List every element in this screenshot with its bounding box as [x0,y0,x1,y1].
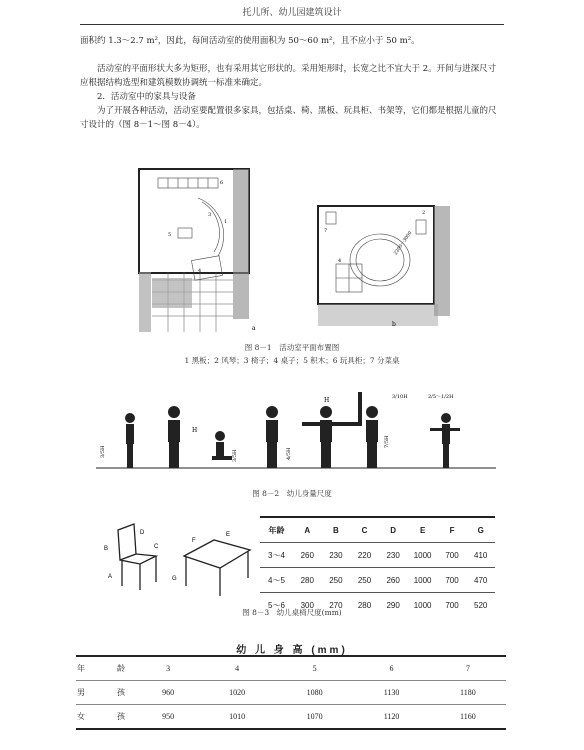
table-header-age: 年龄 [260,517,293,543]
plan-a-num-6: 6 [220,180,224,186]
table-header-a: A [293,517,322,543]
header-rule [80,24,504,25]
table-header-g: G [466,517,495,543]
plan-a-label: a [252,325,256,332]
floor-plan-a [138,168,258,336]
table-row: 年 龄 3 4 5 6 7 [76,656,506,681]
size-label-7: 3/10H [392,394,408,400]
table-header-f: F [438,517,467,543]
paragraph-shape: 活动室的平面形状大多为矩形，也有采用其它形状的。采用矩形时，长宽之比不宜大于 2。开间与进深尺寸应根据结构选型和建筑模数协调统一标准来确定。 [80,64,497,88]
dim-letter-D: D [140,530,145,536]
dim-letter-A: A [108,574,113,580]
dim-letter-F: F [192,538,196,544]
table-header-d: D [379,517,408,543]
table-row: 5～6 300 270 280 290 1000 700 520 [260,593,495,618]
plan-b-label: b [392,321,396,328]
table-row: 3～4 260 230 220 230 1000 700 410 [260,543,495,568]
dim-letter-G: G [172,576,177,582]
plan-a-num-5: 5 [168,232,172,238]
size-label-5: H [324,397,330,404]
size-label-2: H [192,427,198,434]
fig2-caption: 图 8－2 幼儿身量尺度 [252,489,332,498]
floor-plan-b [316,200,456,336]
table-row: 4～5 280 250 250 260 1000 700 470 [260,568,495,593]
child-size-figure [96,392,496,472]
dim-letter-C: C [154,544,159,550]
dim-letter-B: B [104,546,109,552]
size-label-1: 3/5H [100,445,106,458]
size-label-8: 2/5～1/2H [428,394,454,400]
plan-a-num-4: 4 [198,268,202,274]
fig1-caption: 图 8－1 活动室平面布置图 [244,343,340,352]
plan-b-num-7: 7 [324,228,328,234]
paragraph-area: 面积约 1.3～2.7 m²，因此，每间活动室的使用面积为 50～60 m²，且不应小于 50 m²。 [80,36,420,46]
chair-table-table-clip [255,514,495,610]
fig1-legend: 1 黑板；2 风琴；3 椅子；4 桌子；5 积木；6 玩具柜；7 分菜桌 [184,356,400,365]
fig3-caption: 图 8－3 幼儿桌椅尺度(mm) [242,608,342,617]
page-header: 托儿所、幼儿园建筑设计 [242,8,342,18]
table-row: 女 孩 950 1010 1070 1120 1160 [76,705,506,730]
plan-a-num-3: 3 [208,212,212,218]
plan-b-dim: 2200～3000 [393,230,414,257]
size-label-3: 3/5H [232,449,238,462]
heights-table-title: 幼 儿 身 高 (mm) [236,645,348,656]
table-row: 男 孩 960 1020 1080 1130 1180 [76,681,506,705]
table-header-b: B [322,517,351,543]
table-header-e: E [407,517,437,543]
section-heading: 2．活动室中的家具与设备 [97,92,196,102]
plan-b-num-2: 2 [422,210,426,216]
child-heights-table [76,655,506,730]
table-header-c: C [350,517,379,543]
size-label-6: 7/5H [384,435,390,448]
paragraph-furniture: 为了开展各种活动，活动室要配置很多家具，包括桌、椅、黑板、玩具柜、书架等，它们都是根据儿童的尺寸设计的（图 8－1～图 8－4）。 [80,106,497,130]
chair-table-dimensions-table [260,516,495,617]
plan-b-num-4: 4 [338,258,342,264]
size-label-4: 4/5H [286,447,292,460]
plan-a-num-1: 1 [224,219,228,225]
chair-table-figure [100,520,250,600]
dim-letter-E: E [226,532,231,538]
